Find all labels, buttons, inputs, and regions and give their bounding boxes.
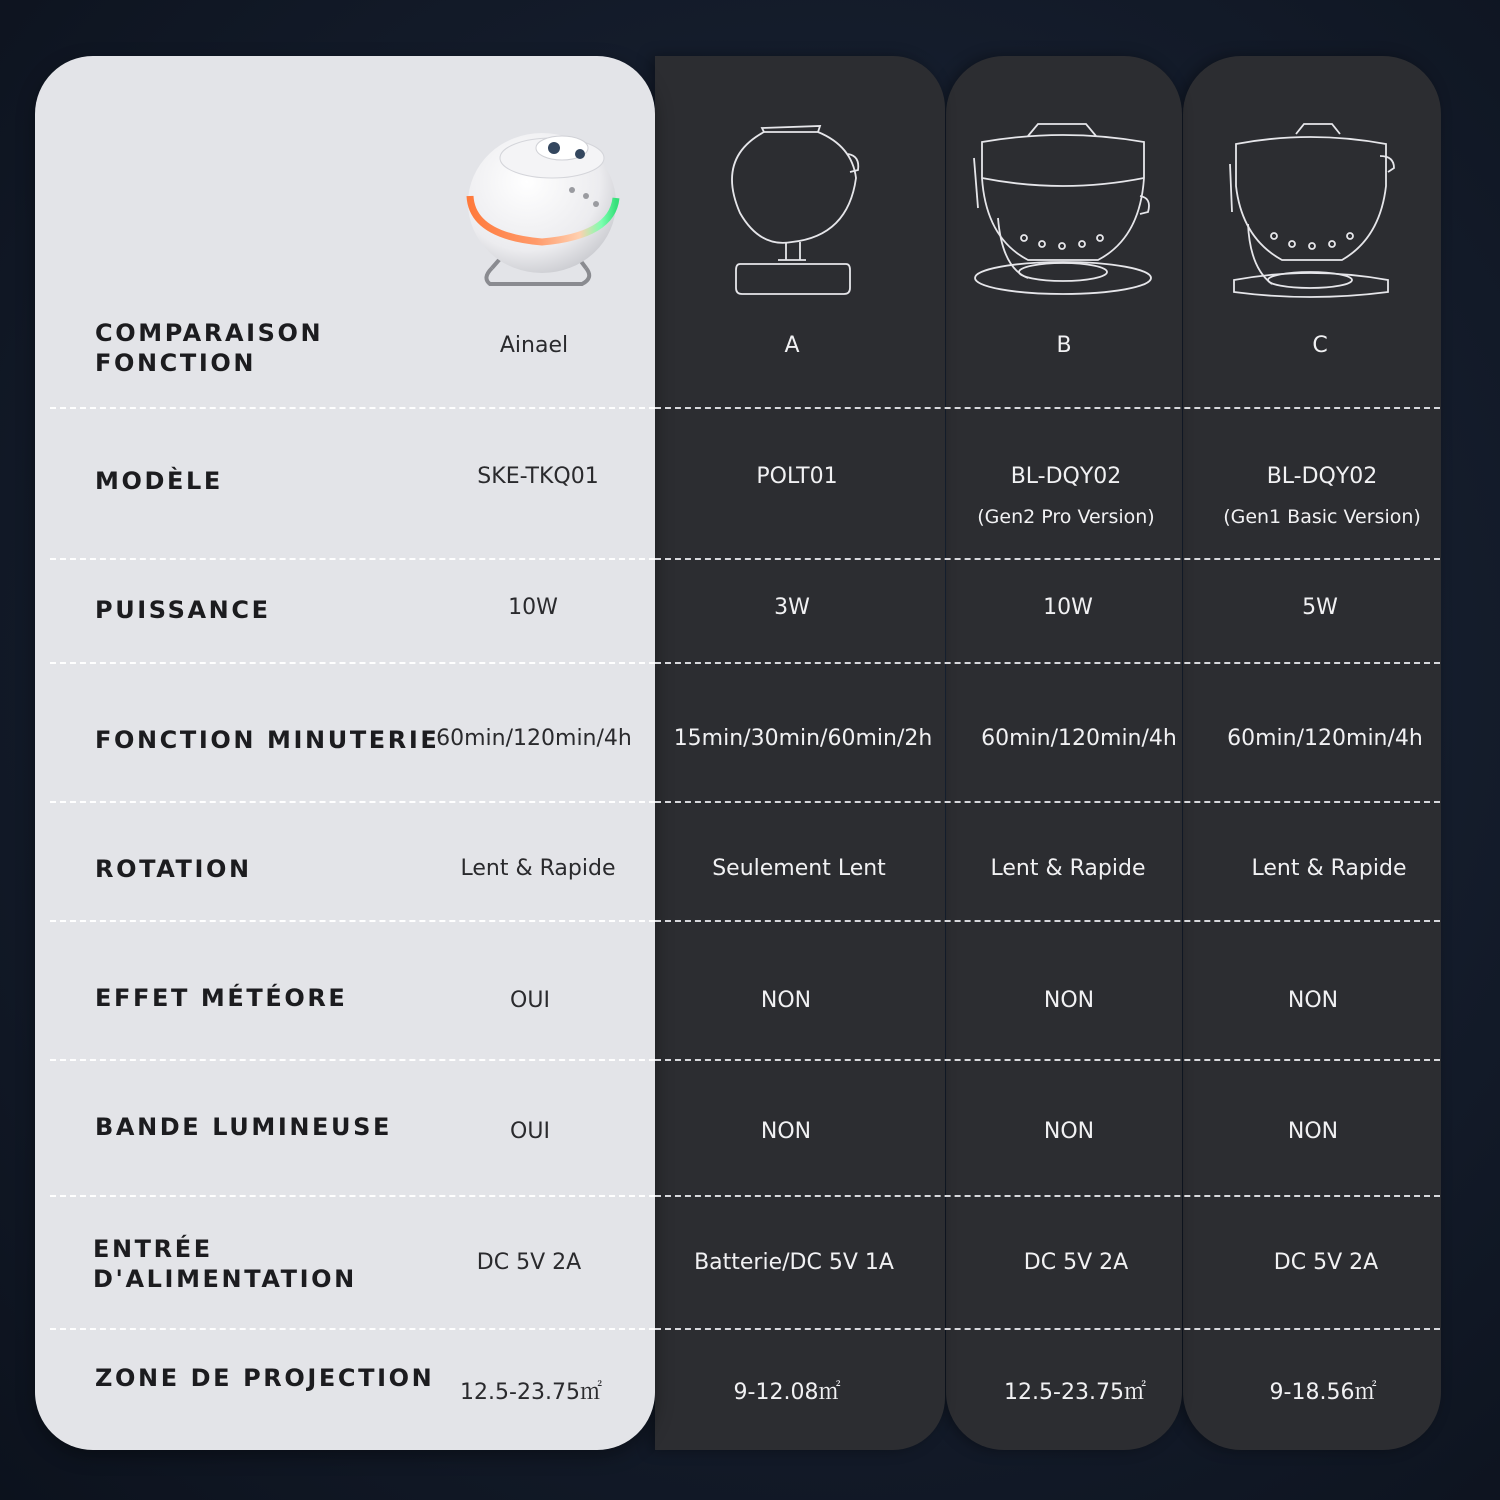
timer-b: 60min/120min/4h	[981, 726, 1177, 751]
row-label-rotation: ROTATION	[95, 855, 252, 883]
row-label-power: PUISSANCE	[95, 596, 271, 624]
model-c	[1223, 463, 1421, 531]
product-name-b: B	[1056, 333, 1072, 358]
projection-area-ainael: 12.5-23.75㎡	[460, 1380, 602, 1405]
meteor-c: NON	[1287, 988, 1339, 1013]
model-version: (Gen2 Pro Version)	[977, 506, 1155, 528]
model-ainael	[477, 463, 598, 491]
light-strip-ainael: OUI	[510, 1119, 550, 1144]
projection-area-a: 9-12.08㎡	[733, 1380, 841, 1405]
product-name-ainael: Ainael	[499, 333, 569, 358]
meteor-ainael: OUI	[510, 988, 550, 1013]
meteor-b: NON	[1043, 988, 1095, 1013]
projection-area-b: 12.5-23.75㎡	[1004, 1380, 1146, 1405]
timer-ainael: 60min/120min/4h	[436, 726, 632, 751]
product-name-c: C	[1312, 333, 1328, 358]
rotation-b: Lent & Rapide	[990, 856, 1146, 881]
power-input-a: Batterie/DC 5V 1A	[694, 1250, 894, 1275]
comparison-heading: COMPARAISON FONCTION	[95, 319, 324, 377]
model-version: (Gen1 Basic Version)	[1223, 506, 1421, 528]
row-label-meteor-effect: EFFET MÉTÉORE	[95, 984, 348, 1012]
projector-c-sketch-image	[1222, 120, 1402, 302]
row-label-model: MODÈLE	[95, 467, 223, 495]
ainael-projector-image	[462, 118, 632, 298]
meteor-a: NON	[760, 988, 812, 1013]
row-label-power-input: ENTRÉE D'ALIMENTATION	[93, 1235, 357, 1293]
row-label-timer: FONCTION MINUTERIE	[95, 726, 440, 754]
timer-a: 15min/30min/60min/2h	[673, 726, 933, 751]
row-label-projection-area: ZONE DE PROJECTION	[95, 1364, 435, 1392]
model-b	[977, 463, 1154, 531]
projector-a-sketch-image	[720, 118, 870, 298]
light-strip-c: NON	[1287, 1119, 1339, 1144]
power-input-c: DC 5V 2A	[1273, 1250, 1379, 1275]
projector-b-sketch-image	[968, 118, 1158, 303]
power-input-ainael: DC 5V 2A	[476, 1250, 582, 1275]
power-b: 10W	[1043, 595, 1093, 620]
model-main: POLT01	[756, 464, 838, 489]
rotation-c: Lent & Rapide	[1251, 856, 1407, 881]
power-ainael: 10W	[508, 595, 558, 620]
model-a	[756, 463, 837, 491]
model-main: BL-DQY02	[1010, 464, 1122, 489]
model-main: BL-DQY02	[1266, 464, 1378, 489]
power-c: 5W	[1302, 595, 1338, 620]
timer-c: 60min/120min/4h	[1227, 726, 1423, 751]
rotation-a: Seulement Lent	[712, 856, 886, 881]
product-name-a: A	[784, 333, 800, 358]
light-strip-b: NON	[1043, 1119, 1095, 1144]
row-label-light-strip: BANDE LUMINEUSE	[95, 1113, 393, 1141]
projection-area-c: 9-18.56㎡	[1269, 1380, 1377, 1405]
rotation-ainael: Lent & Rapide	[460, 856, 616, 881]
power-a: 3W	[774, 595, 810, 620]
power-input-b: DC 5V 2A	[1023, 1250, 1129, 1275]
light-strip-a: NON	[760, 1119, 812, 1144]
model-main: SKE-TKQ01	[477, 464, 599, 489]
